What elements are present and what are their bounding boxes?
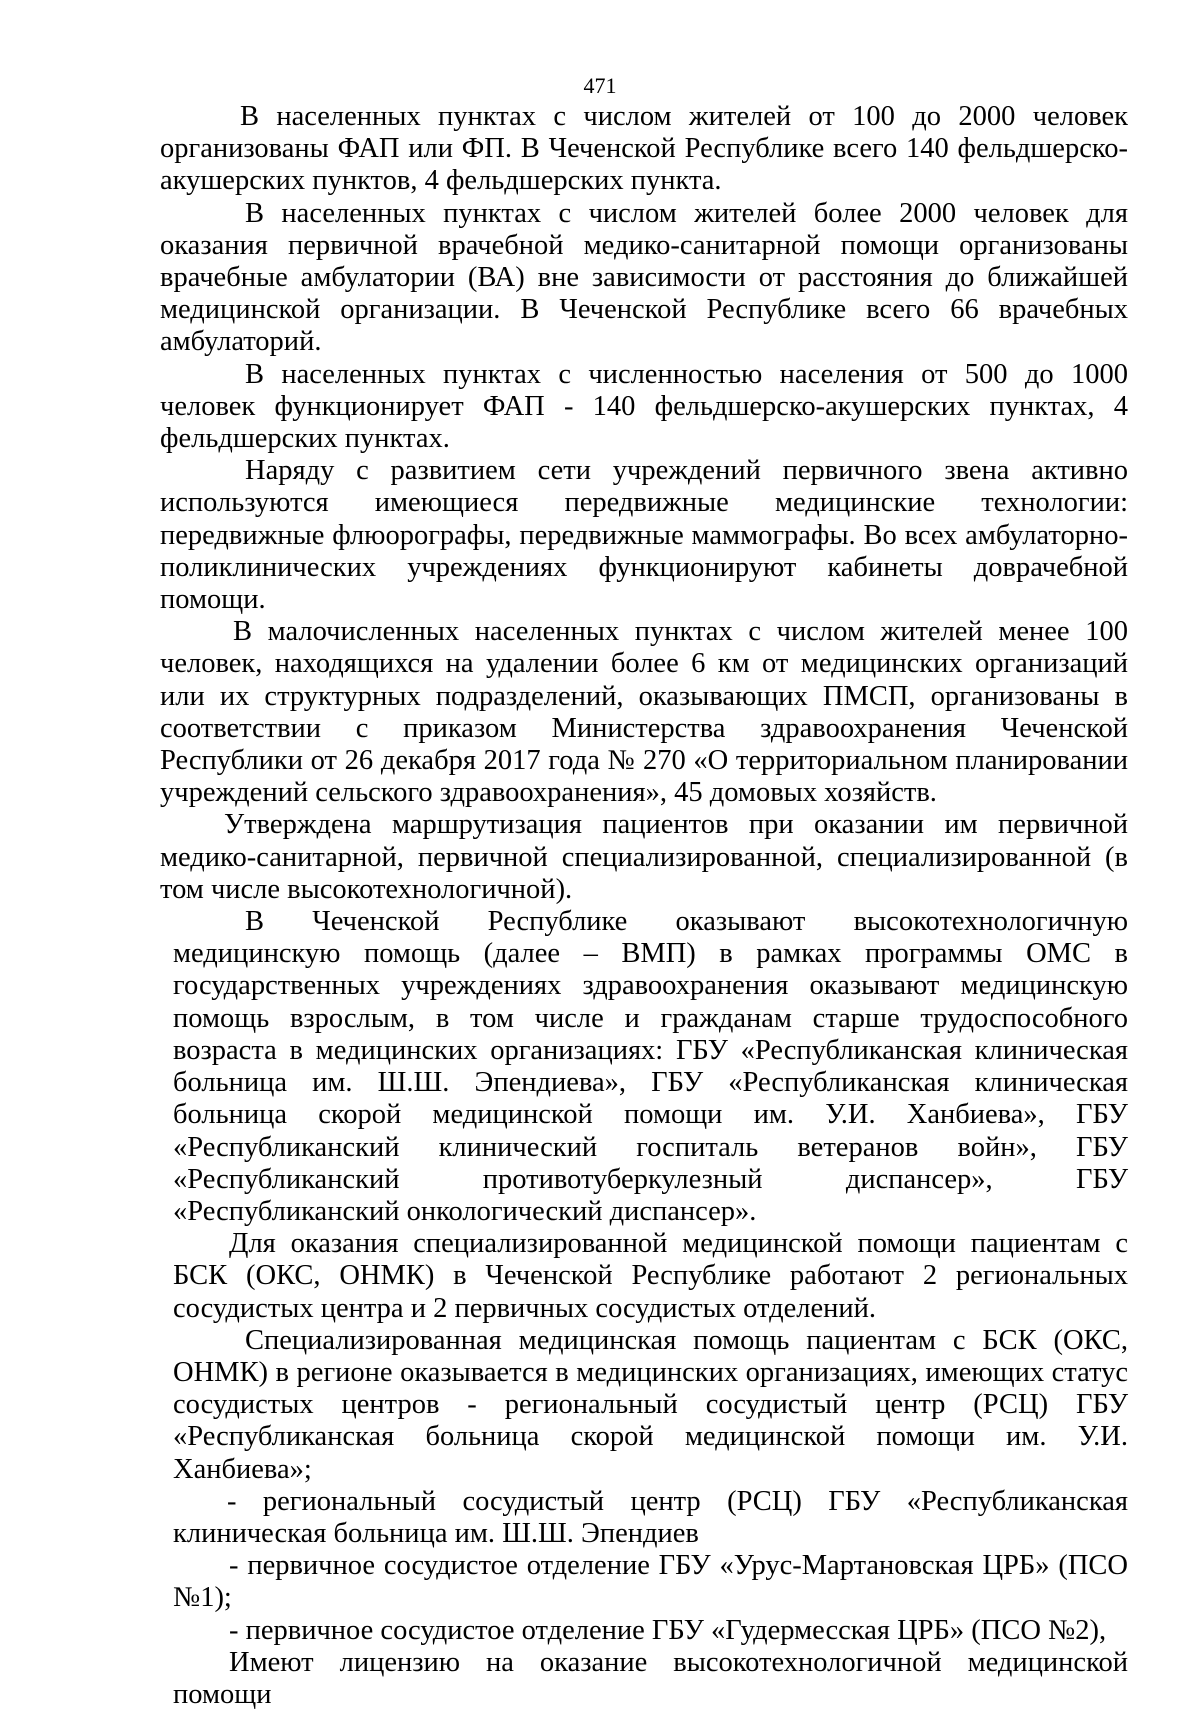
paragraph-high-tech-care: В Чеченской Республике оказывают высокотехнологичную медицинскую помощь (далее – ВМП) в рамках программы ОМС в государственных учреждениях здравоохранения оказывают медицинскую помощь взрослым, в том числе и гражданам старше трудоспособного возраста в медицинских организациях: ГБУ «Республиканская клиническая больница им. Ш.Ш. Эпендиева», ГБУ «Республиканская клиническая больница скорой медицинской помощи им. У.И. Ханбиева», ГБУ «Республиканский клинический госпиталь ветеранов войн», ГБУ «Республиканский противотуберкулезный диспансер», ГБУ «Республиканский онкологический диспансер». bbox=[173, 906, 1128, 1227]
paragraph-ambulatories: В населенных пунктах с числом жителей более 2000 человек для оказания первичной врачебной медико-санитарной помощи организованы врачебные амбулатории (ВА) вне зависимости от расстояния до ближайшей медицинской организации. В Чеченской Республике всего 66 врачебных амбулаторий. bbox=[160, 197, 1128, 358]
paragraph-fap-100-2000: В населенных пунктах с числом жителей от 100 до 2000 человек организованы ФАП или ФП. В Чеченской Республике всего 140 фельдшерско-акушерских пунктов, 4 фельдшерских пункта. bbox=[160, 101, 1128, 197]
paragraph-small-settlements: В малочисленных населенных пунктах с числом жителей менее 100 человек, находящихся на удалении более 6 км от медицинских организаций или их структурных подразделений, оказывающих ПМСП, организованы в соответствии с приказом Министерства здравоохранения Чеченской Республики от 26 декабря 2017 года № 270 «О территориальном планировании учреждений сельского здравоохранения», 45 домовых хозяйств. bbox=[160, 616, 1128, 809]
paragraph-fap-500-1000: В населенных пунктах с численностью населения от 500 до 1000 человек функционирует ФАП - 140 фельдшерско-акушерских пунктах, 4 фельдшерских пунктах. bbox=[160, 358, 1128, 455]
paragraph-patient-routing: Утверждена маршрутизация пациентов при оказании им первичной медико-санитарной, первичной специализированной, специализированной (в том числе высокотехнологичной). bbox=[160, 809, 1128, 905]
list-item-pso-1: - первичное сосудистое отделение ГБУ «Урус-Мартановская ЦРБ» (ПСО №1); bbox=[173, 1550, 1128, 1614]
paragraph-vascular-centers: Для оказания специализированной медицинской помощи пациентам с БСК (ОКС, ОНМК) в Чеченской Республике работают 2 региональных сосудистых центра и 2 первичных сосудистых отделений. bbox=[173, 1228, 1128, 1324]
document-body bbox=[0, 101, 1200, 1711]
paragraph-license: Имеют лицензию на оказание высокотехнологичной медицинской помощи bbox=[173, 1646, 1128, 1710]
paragraph-mobile-technologies: Наряду с развитием сети учреждений первичного звена активно используются имеющиеся передвижные медицинские технологии: передвижные флюорографы, передвижные маммографы. Во всех амбулаторно-поликлинических учреждениях функционируют кабинеты доврачебной помощи. bbox=[160, 455, 1128, 616]
page-number: 471 bbox=[583, 73, 617, 98]
list-item-pso-2: - первичное сосудистое отделение ГБУ «Гудермесская ЦРБ» (ПСО №2), bbox=[229, 1614, 1107, 1646]
list-item-rsc-ependiev: - региональный сосудистый центр (РСЦ) ГБУ «Республиканская клиническая больница им. Ш.Ш. Эпендиев bbox=[173, 1485, 1128, 1549]
paragraph-specialized-care: Специализированная медицинская помощь пациентам с БСК (ОКС, ОНМК) в регионе оказывается в медицинских организациях, имеющих статус сосудистых центров - региональный сосудистый центр (РСЦ) ГБУ «Республиканская больница скорой медицинской помощи им. У.И. Ханбиева»; bbox=[173, 1324, 1128, 1485]
